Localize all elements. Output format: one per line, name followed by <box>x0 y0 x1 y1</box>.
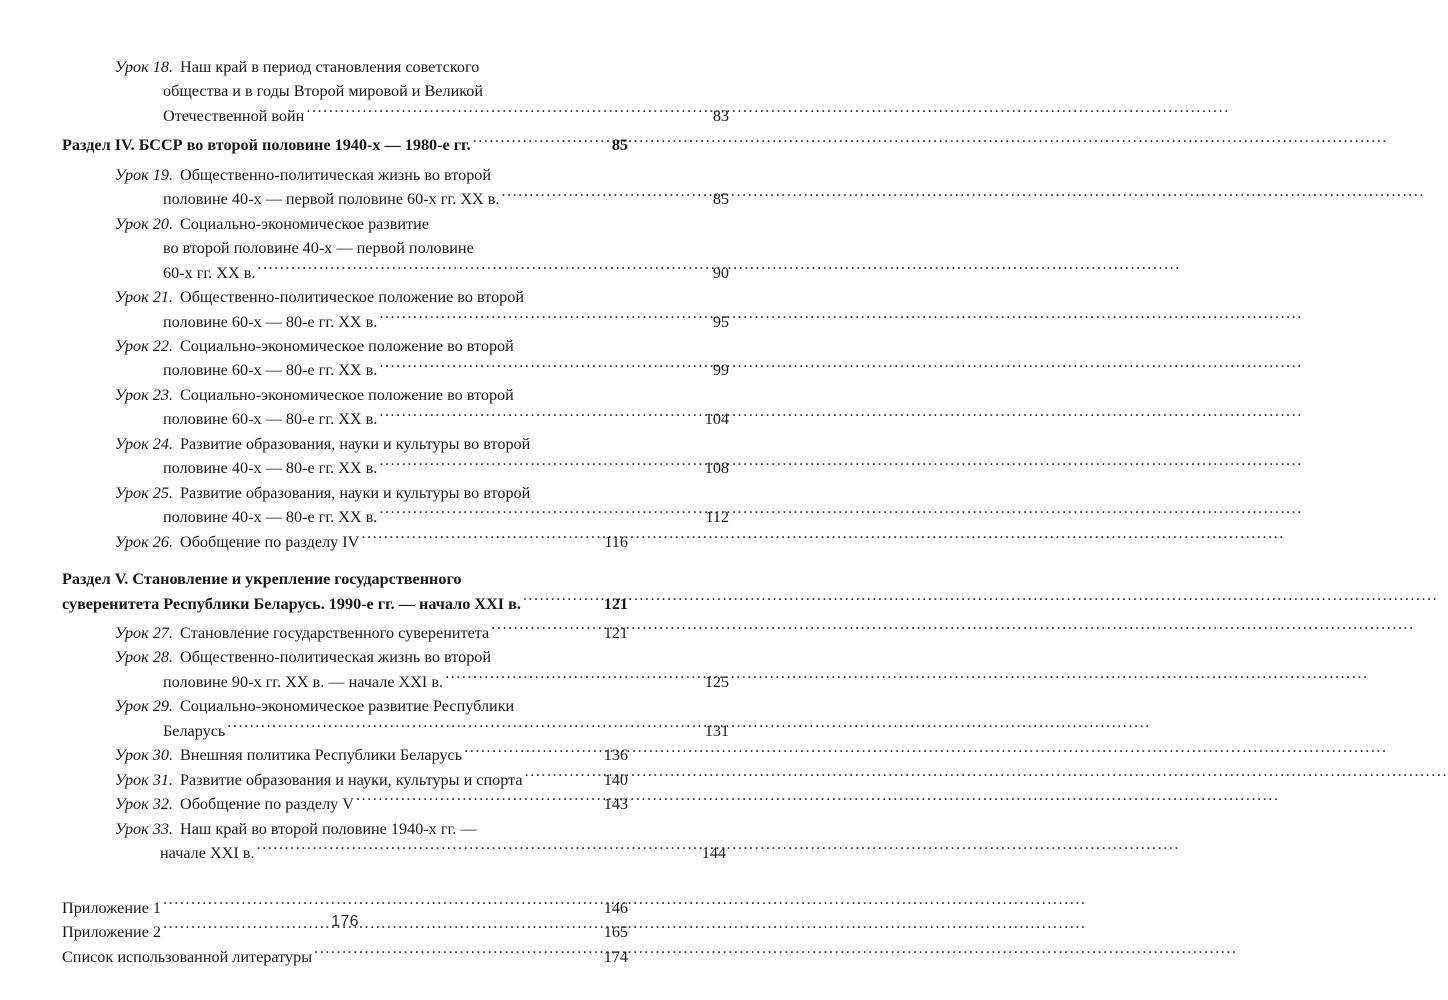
dot-leader <box>257 261 711 277</box>
backmatter-list <box>62 896 628 970</box>
entry-page-number: 85 <box>712 190 729 209</box>
lesson-number-label: Урок 30. <box>114 746 173 765</box>
toc-line <box>62 212 628 236</box>
toc-entry-title: Развитие образования, науки и культуры во второй <box>180 483 531 502</box>
toc-lesson-entry[interactable] <box>62 432 729 481</box>
entry-page-number: 83 <box>712 106 729 125</box>
entry-page-number: 131 <box>704 721 729 740</box>
dot-leader <box>379 408 703 424</box>
toc-line <box>62 456 729 480</box>
toc-entry-title: половине 40-х — 80-е гг. XX в. <box>163 508 378 527</box>
dot-leader <box>379 457 703 473</box>
toc-lesson-entry[interactable] <box>62 55 729 128</box>
toc-entry-title: Социально-экономическое развитие Республики <box>180 697 515 716</box>
dot-leader <box>464 744 602 760</box>
entry-page-number: 121 <box>603 623 628 642</box>
toc-line <box>62 358 729 382</box>
toc-entry-title: Обобщение по разделу IV <box>180 532 360 551</box>
toc-entry-title: начале XXI в. <box>160 844 255 863</box>
toc-entry-title: во второй половине 40-х — первой половине <box>163 239 474 258</box>
toc-entry-title: Обобщение по разделу V <box>180 795 354 814</box>
dot-leader <box>257 842 701 858</box>
lesson-number-label: Урок 32. <box>114 795 173 814</box>
toc-backmatter-entry[interactable] <box>62 945 628 970</box>
entry-page-number: 146 <box>603 898 628 917</box>
toc-entry-title: общества и в годы Второй мировой и Великой <box>163 82 484 101</box>
entry-page-number: 108 <box>704 459 729 478</box>
toc-entry-title: половине 90-х гг. XX в. — начале XXI в. <box>163 672 444 691</box>
dot-leader <box>314 946 602 962</box>
toc-lesson-entry[interactable] <box>62 285 729 334</box>
toc-entry-list <box>62 55 729 969</box>
toc-entry-title: Отечественной войн <box>163 106 305 125</box>
dot-leader <box>379 506 703 522</box>
toc-lesson-entry[interactable] <box>62 645 729 694</box>
dot-leader <box>525 769 603 785</box>
lesson-number-label: Урок 25. <box>114 483 173 502</box>
toc-entry-title: Раздел IV. БССР во второй половине 1940-х — 1980-е гг. <box>62 136 471 155</box>
toc-entry-title: Развитие образования, науки и культуры во второй <box>180 434 531 453</box>
toc-line <box>62 133 628 157</box>
toc-section-heading[interactable] <box>62 133 628 157</box>
dot-leader <box>523 592 602 608</box>
dot-leader <box>379 359 711 375</box>
lesson-number-label: Урок 19. <box>114 165 173 184</box>
toc-entry-title: Приложение 2 <box>62 923 162 942</box>
lesson-number-label: Урок 28. <box>114 648 173 667</box>
toc-entry-title: 60-х гг. XX в. <box>163 263 256 282</box>
entry-page-number: 174 <box>603 947 628 966</box>
entry-page-number: 95 <box>712 312 729 331</box>
toc-lesson-entry[interactable] <box>62 163 729 212</box>
toc-lesson-entry[interactable] <box>62 792 628 816</box>
entry-page-number: 125 <box>704 672 729 691</box>
toc-entry-title: Внешняя политика Республики Беларусь <box>180 746 463 765</box>
toc-entry-title: Социально-экономическое положение во второй <box>180 336 514 355</box>
dot-leader <box>445 671 703 687</box>
entry-page-number: 121 <box>603 594 628 613</box>
dot-leader <box>473 134 611 150</box>
lesson-number-label: Урок 26. <box>114 532 173 551</box>
dot-leader <box>501 188 711 204</box>
toc-entry-title: Наш край во второй половине 1940-х гг. — <box>180 819 477 838</box>
toc-entry-title: Социально-экономическое развитие <box>180 214 429 233</box>
entry-page-number: 140 <box>603 770 628 789</box>
toc-line <box>62 841 726 865</box>
toc-line <box>62 407 729 431</box>
toc-line <box>62 670 729 694</box>
dot-leader <box>491 622 602 638</box>
toc-entry-title: Общественно-политическое положение во второй <box>180 288 525 307</box>
toc-entry-title: Раздел V. Становление и укрепление государственного <box>62 570 462 589</box>
page-number: 176 <box>331 913 359 930</box>
toc-lesson-entry[interactable] <box>62 383 729 432</box>
dot-leader <box>361 530 602 546</box>
lesson-number-label: Урок 27. <box>114 623 173 642</box>
dot-leader <box>306 105 711 121</box>
dot-leader <box>356 793 602 809</box>
toc-entry-title: Наш край в период становления советского <box>180 58 480 76</box>
toc-entry-title: половине 60-х — 80-е гг. XX в. <box>163 361 378 380</box>
toc-entry-title: суверенитета Республики Беларусь. 1990-е гг. — начало XXI в. <box>62 594 521 613</box>
toc-line <box>62 55 628 79</box>
entry-page-number: 104 <box>704 410 729 429</box>
toc-line <box>62 792 628 816</box>
toc-line <box>62 621 628 645</box>
entry-page-number: 112 <box>705 508 729 527</box>
lesson-number-label: Урок 22. <box>114 336 173 355</box>
entry-page-number: 99 <box>712 361 729 380</box>
toc-entry-title: Беларусь <box>163 721 226 740</box>
toc-lesson-entry[interactable] <box>62 817 726 866</box>
toc-entry-title: половине 40-х — первой половине 60-х гг. XX в. <box>163 190 500 209</box>
lesson-number-label: Урок 29. <box>114 697 173 716</box>
toc-line <box>62 261 729 285</box>
toc-line <box>62 187 729 211</box>
lesson-number-label: Урок 24. <box>114 434 173 453</box>
entry-page-number: 116 <box>604 532 628 551</box>
lesson-number-label: Урок 31. <box>114 770 173 789</box>
section-gap <box>62 554 628 567</box>
toc-line <box>62 310 729 334</box>
toc-lesson-entry[interactable] <box>62 334 729 383</box>
lesson-number-label: Урок 18. <box>114 58 173 76</box>
lesson-number-label: Урок 33. <box>114 819 173 838</box>
toc-entry-title: Приложение 1 <box>62 898 162 917</box>
dot-leader <box>163 896 602 912</box>
dot-leader <box>227 720 703 736</box>
toc-entry-title: Список использованной литературы <box>62 947 313 966</box>
entry-page-number: 165 <box>603 923 628 942</box>
toc-section-heading[interactable] <box>62 567 628 616</box>
toc-entry-title: половине 60-х — 80-е гг. XX в. <box>163 312 378 331</box>
lesson-number-label: Урок 21. <box>114 288 173 307</box>
entry-page-number: 143 <box>603 795 628 814</box>
lesson-number-label: Урок 20. <box>114 214 173 233</box>
entry-page-number: 136 <box>603 746 628 765</box>
lesson-number-label: Урок 23. <box>114 385 173 404</box>
toc-lesson-entry[interactable] <box>62 621 628 645</box>
toc-entry-title: половине 40-х — 80-е гг. XX в. <box>163 459 378 478</box>
entry-page-number: 85 <box>611 136 628 155</box>
entry-page-number: 90 <box>712 263 729 282</box>
toc-entry-title: Общественно-политическая жизнь во второй <box>180 648 492 667</box>
toc-entry-title: Становление государственного суверенитета <box>180 623 490 642</box>
toc-entry-title: Развитие образования и науки, культуры и спорта <box>180 770 523 789</box>
toc-line <box>62 530 628 554</box>
toc-entry-title: Социально-экономическое положение во второй <box>180 385 514 404</box>
toc-entry-title: половине 60-х — 80-е гг. XX в. <box>163 410 378 429</box>
toc-lesson-entry[interactable] <box>62 530 628 554</box>
toc-lesson-entry[interactable] <box>62 212 729 285</box>
entry-page-number: 144 <box>701 844 726 863</box>
toc-entry-title: Общественно-политическая жизнь во второй <box>180 165 492 184</box>
dot-leader <box>379 310 711 326</box>
